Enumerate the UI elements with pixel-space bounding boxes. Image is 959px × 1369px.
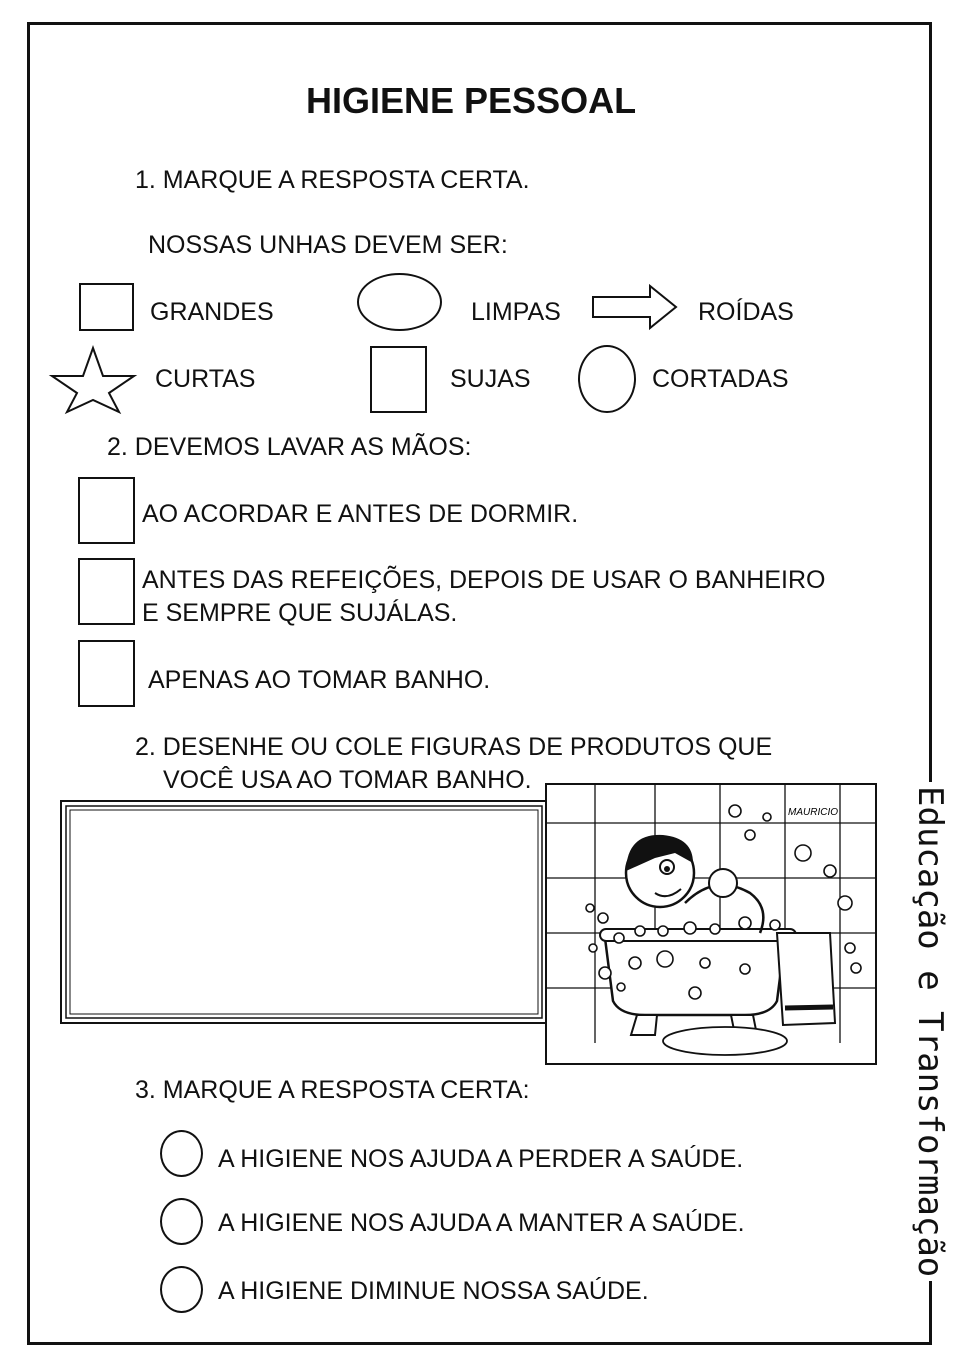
circle-checkbox[interactable] [160, 1266, 203, 1313]
q2-option-label: ANTES DAS REFEIÇÕES, DEPOIS DE USAR O BANHEIRO [142, 566, 826, 594]
arrow-checkbox-icon[interactable] [590, 283, 680, 331]
q1-option-label: CORTADAS [652, 365, 789, 393]
circle-checkbox[interactable] [160, 1198, 203, 1245]
drawing-box[interactable] [60, 800, 550, 1025]
q2-option-label: E SEMPRE QUE SUJÁLAS. [142, 599, 458, 627]
illustration-signature: MAURICIO [788, 807, 838, 818]
q2-prompt: 2. DEVEMOS LAVAR AS MÃOS: [107, 433, 472, 461]
circle-checkbox[interactable] [578, 345, 636, 413]
q3-option-label: A HIGIENE NOS AJUDA A MANTER A SAÚDE. [218, 1209, 745, 1237]
q3-prompt: 3. MARQUE A RESPOSTA CERTA: [135, 1076, 530, 1104]
q1-option-label: CURTAS [155, 365, 256, 393]
square-checkbox[interactable] [370, 346, 427, 413]
square-checkbox[interactable] [78, 558, 135, 625]
star-checkbox-icon[interactable] [48, 345, 138, 415]
q1-option-label: LIMPAS [471, 298, 561, 326]
q2-option-label: APENAS AO TOMAR BANHO. [148, 666, 491, 694]
q2-option-label: AO ACORDAR E ANTES DE DORMIR. [142, 500, 579, 528]
q1-subprompt: NOSSAS UNHAS DEVEM SER: [148, 231, 508, 259]
q1-prompt: 1. MARQUE A RESPOSTA CERTA. [135, 166, 530, 194]
q1-option-label: GRANDES [150, 298, 274, 326]
q1-option-label: SUJAS [450, 365, 531, 393]
square-checkbox[interactable] [79, 283, 134, 331]
q3-option-label: A HIGIENE NOS AJUDA A PERDER A SAÚDE. [218, 1145, 744, 1173]
q2b-prompt: 2. DESENHE OU COLE FIGURAS DE PRODUTOS QUE [135, 733, 773, 761]
watermark-text: Educação e Transformação [910, 782, 950, 1281]
circle-checkbox[interactable] [160, 1130, 203, 1177]
page-title: HIGIENE PESSOAL [306, 80, 637, 121]
oval-checkbox[interactable] [357, 273, 442, 331]
bath-illustration [545, 783, 877, 1065]
q3-option-label: A HIGIENE DIMINUE NOSSA SAÚDE. [218, 1277, 649, 1305]
square-checkbox[interactable] [78, 477, 135, 544]
q2b-prompt: VOCÊ USA AO TOMAR BANHO. [163, 766, 532, 794]
q1-option-label: ROÍDAS [698, 298, 794, 326]
square-checkbox[interactable] [78, 640, 135, 707]
